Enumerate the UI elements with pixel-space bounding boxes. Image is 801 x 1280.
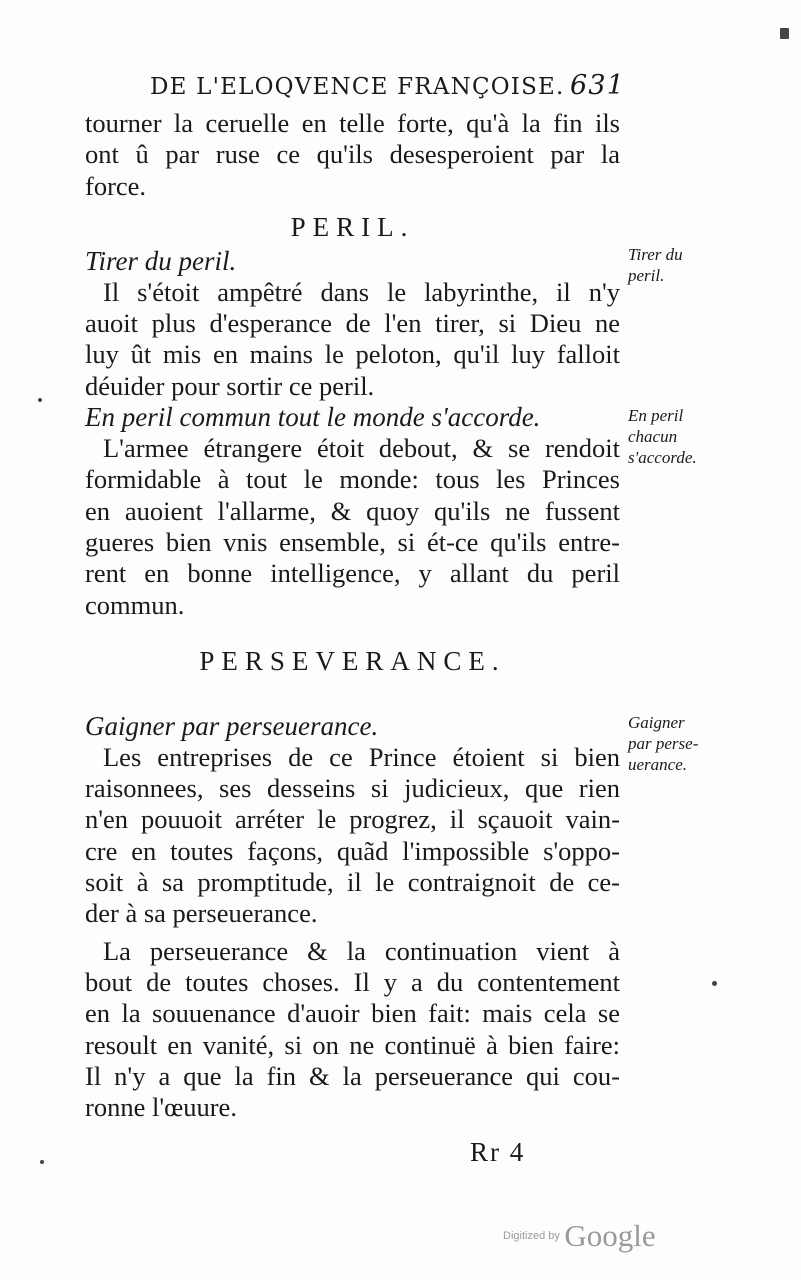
paragraph (85, 277, 620, 402)
margin-note-tirer-du-peril (628, 244, 748, 286)
scan-speck (38, 398, 42, 402)
margin-note-line: En peril (628, 406, 684, 425)
text-line: Les entreprises de ce Prince étoient si bien (103, 741, 620, 772)
text-line: force. (85, 170, 147, 201)
margin-note-line: par perse- (628, 734, 699, 753)
text-line: en auoient l'allarme, & quoy qu'ils ne fussent (85, 495, 620, 526)
page-number: 631 (570, 70, 626, 101)
watermark-prefix: Digitized by (503, 1230, 560, 1242)
text-line: raisonnees, ses desseins si judicieux, que rien (85, 773, 620, 804)
signature-mark: Rr 4 (470, 1137, 526, 1167)
margin-note-peril-commun (628, 405, 748, 468)
margin-note-line: peril. (628, 266, 665, 285)
paragraph (85, 742, 620, 930)
margin-note-gaigner (628, 712, 748, 775)
subheading-tirer-du-peril: Tirer du peril. (85, 245, 237, 276)
text-line: La perseuerance & la continuation vient à (103, 935, 620, 966)
section-heading-perseverance: PERSEVERANCE. (199, 645, 506, 676)
text-line: L'armee étrangere étoit debout, & se rendoit (103, 433, 620, 464)
subheading-peril-commun: En peril commun tout le monde s'accorde. (85, 402, 541, 433)
scan-speck (712, 981, 717, 986)
scan-speck (40, 1160, 44, 1164)
text-line: tourner la ceruelle en telle forte, qu'à la fin ils (85, 108, 620, 138)
margin-note-line: s'accorde. (628, 448, 697, 467)
text-line: ronne l'œuure. (85, 1092, 237, 1123)
text-line: auoit plus d'esperance de l'en tirer, si Dieu ne (85, 308, 620, 339)
text-line: n'en pouuoit arréter le progrez, il sçauoit vain- (85, 804, 620, 835)
text-line: luy ût mis en mains le peloton, qu'il luy falloit (85, 339, 620, 370)
page-body (85, 108, 620, 1123)
text-line: der à sa perseuerance. (85, 898, 318, 929)
text-line: Il n'y a que la fin & la perseuerance qui cou- (85, 1060, 620, 1091)
text-line: soit à sa promptitude, il le contraignoit de ce- (85, 867, 620, 898)
text-line: cre en toutes façons, quãd l'impossible s'oppo- (85, 835, 620, 866)
text-line: rent en bonne intelligence, y allant du peril (85, 558, 620, 589)
subheading-gaigner: Gaigner par perseuerance. (85, 710, 379, 741)
text-line: Il s'étoit ampêtré dans le labyrinthe, il n'y (103, 276, 620, 307)
paragraph (85, 433, 620, 621)
running-header-title: DE L'ELOQVENCE FRANÇOISE. (150, 74, 565, 100)
continuation-paragraph (85, 108, 620, 202)
text-line: resoult en vanité, si on ne continuë à bien faire: (85, 1029, 620, 1060)
margin-note-line: Gaigner (628, 713, 685, 732)
margin-note-line: Tirer du (628, 245, 683, 264)
paragraph (85, 936, 620, 1124)
text-line: ont û par ruse ce qu'ils desesperoient par la (85, 139, 620, 170)
text-line: bout de toutes choses. Il y a du contentement (85, 966, 620, 997)
scan-speck (780, 28, 789, 39)
google-logo: Google (564, 1218, 656, 1253)
text-line: formidable à tout le monde: tous les Princes (85, 464, 620, 495)
margin-note-line: uerance. (628, 755, 688, 774)
digitized-watermark (503, 1218, 656, 1254)
text-line: déuider pour sortir ce peril. (85, 370, 375, 401)
text-line: en la souuenance d'auoir bien fait: mais cela se (85, 998, 620, 1029)
section-heading-peril: PERIL. (290, 211, 415, 242)
margin-note-line: chacun (628, 427, 678, 446)
text-line: commun. (85, 589, 185, 620)
text-line: gueres bien vnis ensemble, si ét-ce qu'ils entre- (85, 526, 620, 557)
